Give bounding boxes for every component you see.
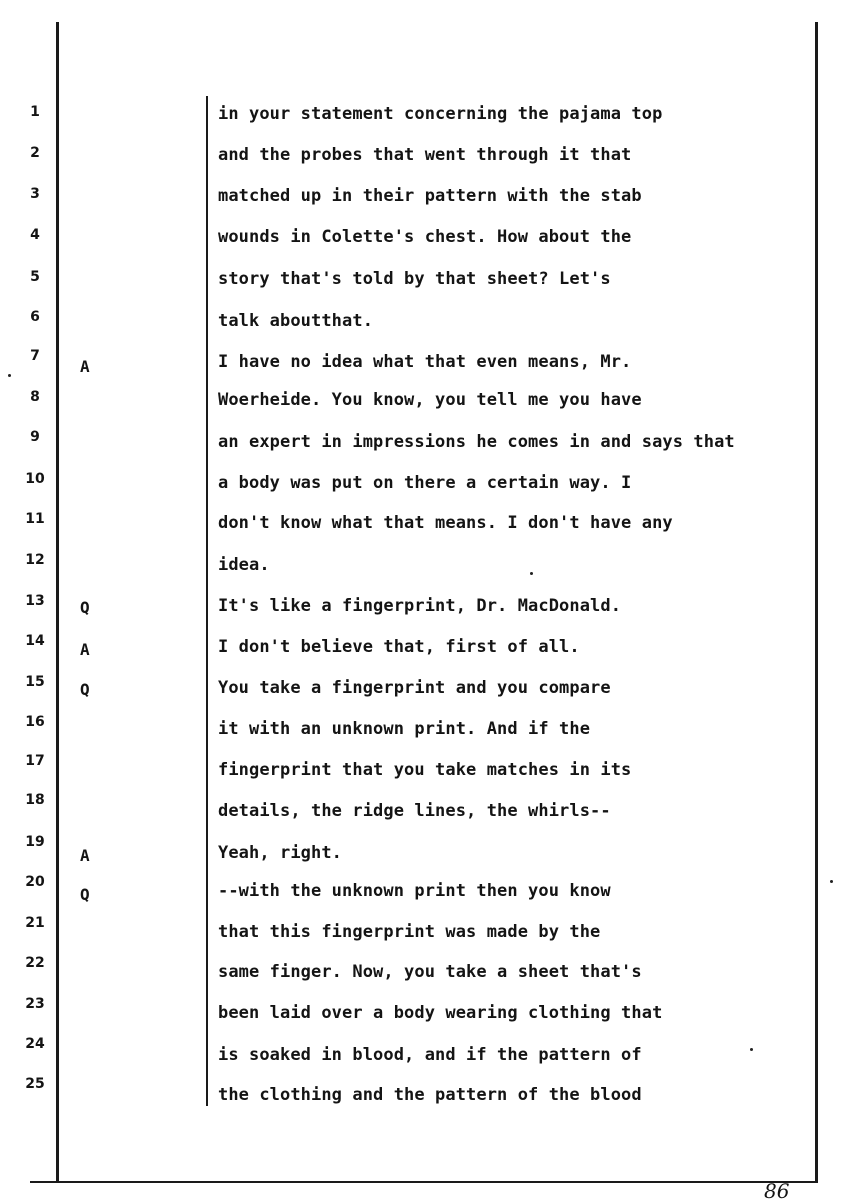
transcript-line: wounds in Colette's chest. How about the xyxy=(218,227,632,247)
scan-speck xyxy=(530,572,533,575)
line-number: 25 xyxy=(25,1076,45,1092)
transcript-line: that this fingerprint was made by the xyxy=(218,922,601,942)
line-number: 10 xyxy=(25,471,45,487)
line-number: 12 xyxy=(25,552,45,568)
line-number: 19 xyxy=(25,834,45,850)
transcript-line: and the probes that went through it that xyxy=(218,145,632,165)
speaker-label: A xyxy=(80,357,90,376)
line-number: 22 xyxy=(25,955,45,971)
transcript-line: --with the unknown print then you know xyxy=(218,881,611,901)
line-number: 18 xyxy=(25,792,45,808)
line-number: 16 xyxy=(25,714,45,730)
transcript-line: same finger. Now, you take a sheet that's xyxy=(218,962,642,982)
line-number: 6 xyxy=(30,309,40,325)
line-number: 24 xyxy=(25,1036,45,1052)
line-number: 23 xyxy=(25,996,45,1012)
transcript-line: a body was put on there a certain way. I xyxy=(218,473,632,493)
speaker-label: Q xyxy=(80,885,90,904)
transcript-line: an expert in impressions he comes in and says that xyxy=(218,432,735,452)
line-number: 7 xyxy=(30,348,40,364)
line-number: 14 xyxy=(25,633,45,649)
line-number: 20 xyxy=(25,874,45,890)
transcript-line: story that's told by that sheet? Let's xyxy=(218,269,611,289)
bottom-rule xyxy=(30,1181,818,1183)
line-number: 1 xyxy=(30,104,40,120)
transcript-line: is soaked in blood, and if the pattern of xyxy=(218,1045,642,1065)
transcript-line: in your statement concerning the pajama top xyxy=(218,104,663,124)
transcript-line: talk aboutthat. xyxy=(218,311,374,331)
line-number: 4 xyxy=(30,227,40,243)
transcript-line: idea. xyxy=(218,555,270,575)
speaker-label: A xyxy=(80,640,90,659)
line-number: 2 xyxy=(30,145,40,161)
transcript-line: Woerheide. You know, you tell me you have xyxy=(218,390,642,410)
line-number: 9 xyxy=(30,429,40,445)
transcript-line: fingerprint that you take matches in its xyxy=(218,760,632,780)
transcript-line: don't know what that means. I don't have any xyxy=(218,513,673,533)
scan-speck xyxy=(750,1048,753,1051)
line-number: 8 xyxy=(30,389,40,405)
speaker-label: Q xyxy=(80,680,90,699)
scan-speck xyxy=(830,880,833,883)
transcript-line: the clothing and the pattern of the blood xyxy=(218,1085,642,1105)
line-number: 13 xyxy=(25,593,45,609)
transcript-line: I have no idea what that even means, Mr. xyxy=(218,352,632,372)
speaker-label: Q xyxy=(80,598,90,617)
line-number: 5 xyxy=(30,269,40,285)
transcript-line: You take a fingerprint and you compare xyxy=(218,678,611,698)
margin-rule xyxy=(206,96,208,1106)
line-number: 15 xyxy=(25,674,45,690)
line-number: 11 xyxy=(25,511,45,527)
transcript-line: it with an unknown print. And if the xyxy=(218,719,591,739)
speaker-label: A xyxy=(80,846,90,865)
transcript-line: matched up in their pattern with the stab xyxy=(218,186,642,206)
line-number: 21 xyxy=(25,915,45,931)
transcript-line: been laid over a body wearing clothing that xyxy=(218,1003,663,1023)
transcript-line: It's like a fingerprint, Dr. MacDonald. xyxy=(218,596,622,616)
line-number: 17 xyxy=(25,753,45,769)
transcript-line: I don't believe that, first of all. xyxy=(218,637,580,657)
scan-speck xyxy=(8,374,11,377)
line-number: 3 xyxy=(30,186,40,202)
transcript-line: Yeah, right. xyxy=(218,843,343,863)
transcript-line: details, the ridge lines, the whirls-- xyxy=(218,801,611,821)
page-number: 86 xyxy=(764,1179,790,1203)
